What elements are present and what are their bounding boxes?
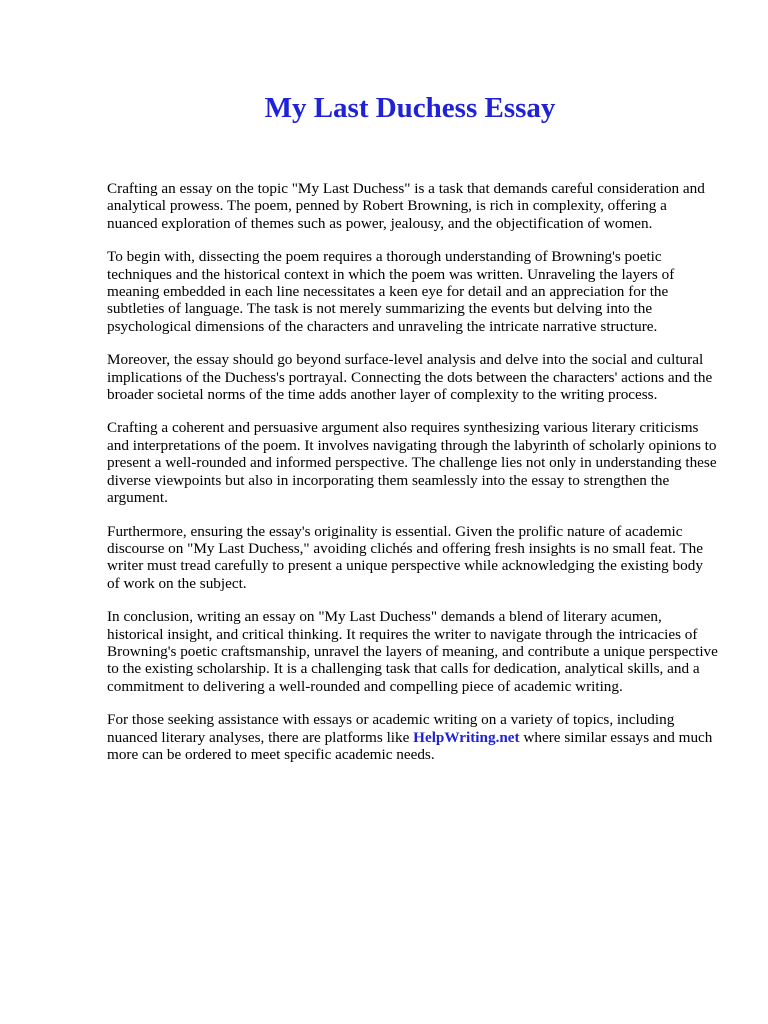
- paragraph-3: Moreover, the essay should go beyond surface-level analysis and delve into the social and cultural implications of the Duchess's portrayal. Connecting the dots between the characters' actions and the broader societal norms of the time adds another layer of complexity to the writing process.: [107, 351, 713, 404]
- closing-text-before-link: For those seeking assistance with essays or academic writing on a variety of topics, including nuanced literary analyses, there are platforms like: [107, 711, 675, 746]
- paragraph-5: Furthermore, ensuring the essay's originality is essential. Given the prolific nature of academic discourse on "My Last Duchess," avoiding clichés and offering fresh insights is no small feat. The writer must tread carefully to present a unique perspective while acknowledging the existing body of work on the subject.: [107, 522, 704, 592]
- helpwriting-link[interactable]: HelpWriting.net: [413, 728, 520, 746]
- paragraph-4: Crafting a coherent and persuasive argument also requires synthesizing various literary criticisms and interpretations of the poem. It involves navigating through the labyrinth of scholarly opinions to present a well-rounded and informed perspective. The challenge lies not only in understanding these diverse viewpoints but also in incorporating them seamlessly into the essay to strengthen the argument.: [107, 419, 717, 507]
- paragraph-2: To begin with, dissecting the poem requires a thorough understanding of Browning's poetic techniques and the historical context in which the poem was written. Unraveling the layers of meaning embedded in each line necessitates a keen eye for detail and an appreciation for the subtleties of language. The task is not merely summarizing the events but delving into the psychological dimensions of the characters and unraveling the intricate narrative structure.: [107, 248, 675, 335]
- paragraph-6: In conclusion, writing an essay on "My Last Duchess" demands a blend of literary acumen, historical insight, and critical thinking. It requires the writer to navigate through the intricacies of Browning's poetic craftsmanship, unravel the layers of meaning, and contribute a unique perspective to the existing scholarship. It is a challenging task that calls for dedication, analytical skills, and a commitment to delivering a well-rounded and compelling piece of academic writing.: [107, 608, 718, 695]
- closing-text-after-link: where similar essays and much more can be ordered to meet specific academic needs.: [107, 728, 713, 763]
- essay-body: [107, 180, 719, 779]
- paragraph-1: Crafting an essay on the topic "My Last Duchess" is a task that demands careful consideration and analytical prowess. The poem, penned by Robert Browning, is rich in complexity, offering a nuanced exploration of themes such as power, jealousy, and the objectification of women.: [107, 180, 705, 232]
- closing-paragraph: [107, 711, 719, 763]
- page-title: My Last Duchess Essay: [264, 92, 556, 124]
